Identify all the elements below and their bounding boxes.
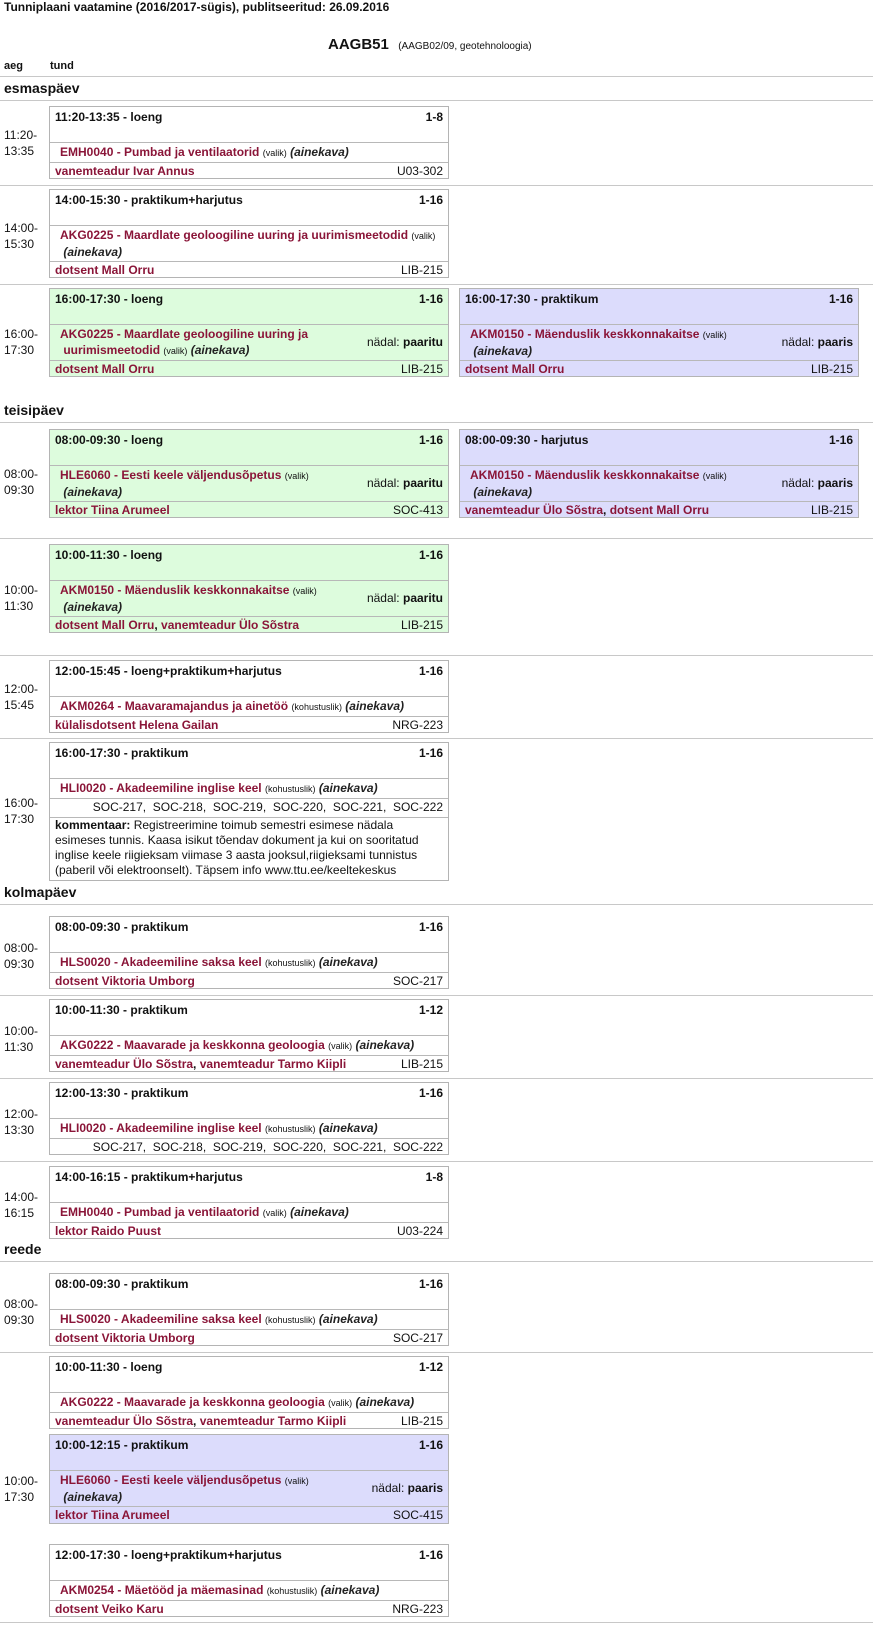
lesson-header: 11:20-13:35 - loeng 1-8 — [55, 110, 443, 124]
divider — [0, 1261, 873, 1262]
lesson-card[interactable] — [49, 1544, 449, 1617]
room-link[interactable]: SOC-219 — [212, 1140, 263, 1154]
divider — [0, 995, 873, 996]
group-heading — [328, 36, 532, 53]
week-parity: nädal: paaritu — [366, 591, 443, 605]
divider — [50, 716, 448, 717]
lesson-subject: HLI0020 - Akadeemiline inglise keel (kohustuslik) (ainekava) — [60, 781, 378, 795]
lesson-header: 14:00-16:15 - praktikum+harjutus 1-8 — [55, 1170, 443, 1184]
subject-link[interactable]: AKM0150 - Mäenduslik keskkonnakaitse — [470, 327, 700, 341]
subject-link[interactable]: AKM0150 - Mäenduslik keskkonnakaitse — [60, 583, 290, 597]
room-link[interactable]: SOC-220 — [272, 800, 323, 814]
subject-link[interactable]: HLS0020 - Akadeemiline saksa keel — [60, 1312, 262, 1326]
divider — [50, 798, 448, 799]
divider — [50, 1600, 448, 1601]
subject-link[interactable]: AKG0225 - Maardlate geoloogiline uuring ja — [60, 327, 309, 341]
divider — [50, 616, 448, 617]
group-info: (AAGB02/09, geotehnoloogia) — [398, 41, 532, 52]
lesson-header: 12:00-17:30 - loeng+praktikum+harjutus 1-16 — [55, 1548, 443, 1562]
subject-link[interactable]: AKG0222 - Maavarade ja keskkonna geoloogia — [60, 1395, 325, 1409]
lesson-header: 12:00-13:30 - praktikum 1-16 — [55, 1086, 443, 1100]
divider — [50, 1309, 448, 1310]
room-list: SOC-217, SOC-218, SOC-219, SOC-220, SOC-221, SOC-222 — [92, 800, 443, 814]
divider — [50, 1055, 448, 1056]
divider — [0, 1161, 873, 1162]
lesson-weeks: 1-8 — [425, 110, 443, 124]
course-plan-link[interactable]: (ainekava) — [355, 1038, 415, 1052]
lesson-subject: AKM0264 - Maavaramajandus ja ainetöö (kohustuslik) (ainekava) — [60, 699, 404, 713]
lesson-header: 08:00-09:30 - harjutus 1-16 — [465, 433, 853, 447]
lesson-header: 12:00-15:45 - loeng+praktikum+harjutus 1-16 — [55, 664, 443, 678]
time-slot: 10:00- 11:30 — [4, 1024, 39, 1054]
lesson-header: 14:00-15:30 - praktikum+harjutus 1-16 — [55, 193, 443, 207]
lesson-header: 10:00-11:30 - loeng 1-16 — [55, 548, 443, 562]
teacher-link[interactable]: vanemteadur Tarmo Kiipli — [199, 1414, 347, 1428]
lesson-subject: HLI0020 - Akadeemiline inglise keel (kohustuslik) (ainekava) — [60, 1121, 378, 1135]
course-plan-link[interactable]: (ainekava) — [190, 343, 250, 357]
teacher-link[interactable]: dotsent Mall Orru — [55, 618, 155, 632]
teacher-link[interactable]: vanemteadur Ivar Annus — [55, 164, 195, 178]
lesson-comment: kommentaar: Registreerimine toimub semestri esimese nädala esimeses tunnis. Kaasa isikut tõendav dokument ja kui on sooritatud inglise keele riigieksam viimase 3 aasta jooksul,riigieksami tunnistus (paberil või elektroonselt). Täpsem info www.ttu.ee/keeltekeskus — [55, 818, 419, 877]
course-plan-link[interactable]: (ainekava) — [63, 600, 123, 614]
divider — [50, 261, 448, 262]
room-link[interactable]: SOC-222 — [392, 800, 443, 814]
lesson-card[interactable] — [49, 660, 449, 733]
divider — [0, 538, 873, 539]
teacher-link[interactable]: dotsent Mall Orru — [55, 263, 155, 277]
column-header-lesson: tund — [50, 60, 74, 72]
subject-link[interactable]: AKG0222 - Maavarade ja keskkonna geoloogia — [60, 1038, 325, 1052]
lesson-card[interactable] — [49, 999, 449, 1072]
time-slot: 10:00- 11:30 — [4, 583, 39, 613]
divider — [50, 1470, 448, 1471]
course-plan-link[interactable]: (ainekava) — [318, 781, 378, 795]
lesson-header: 08:00-09:30 - loeng 1-16 — [55, 433, 443, 447]
subject-link[interactable]: AKM0254 - Mäetööd ja mäemasinad — [60, 1583, 264, 1597]
room-link[interactable]: SOC-217 — [392, 974, 443, 988]
course-plan-link[interactable]: (ainekava) — [318, 1121, 378, 1135]
divider — [0, 422, 873, 423]
room-link[interactable]: SOC-217 — [92, 1140, 143, 1154]
week-parity: nädal: paaris — [371, 1481, 443, 1495]
time-slot: 11:20- 13:35 — [4, 128, 38, 158]
lesson-card[interactable] — [49, 106, 449, 179]
room-link[interactable]: SOC-220 — [272, 1140, 323, 1154]
teacher-link[interactable]: vanemteadur Ülo Sõstra — [55, 1414, 194, 1428]
teacher-link[interactable]: dotsent Mall Orru — [465, 362, 565, 376]
subject-link[interactable]: EMH0040 - Pumbad ja ventilaatorid — [60, 1205, 260, 1219]
divider — [50, 1118, 448, 1119]
room-link[interactable]: LIB-215 — [400, 1057, 443, 1071]
lesson-card[interactable] — [49, 1082, 449, 1155]
time-slot: 08:00- 09:30 — [4, 1297, 39, 1327]
lesson-subject: AKM0150 - Mäenduslik keskkonnakaitse (valik) (ainekava) — [60, 583, 317, 614]
subject-link[interactable]: HLE6060 - Eesti keele väljendusõpetus — [60, 1473, 282, 1487]
lesson-card[interactable] — [49, 189, 449, 278]
room-link[interactable]: U03-224 — [396, 1224, 443, 1238]
divider — [460, 324, 858, 325]
divider — [50, 225, 448, 226]
lesson-card[interactable] — [49, 429, 449, 518]
course-plan-link[interactable]: (ainekava) — [318, 1312, 378, 1326]
lesson-subject: EMH0040 - Pumbad ja ventilaatorid (valik) (ainekava) — [60, 1205, 349, 1219]
divider — [50, 360, 448, 361]
subject-link[interactable]: AKM0150 - Mäenduslik keskkonnakaitse — [470, 468, 700, 482]
divider — [460, 501, 858, 502]
time-slot: 08:00- 09:30 — [4, 941, 39, 971]
column-header-time: aeg — [4, 60, 23, 72]
divider — [0, 738, 873, 739]
course-plan-link[interactable]: (ainekava) — [63, 245, 123, 259]
room-link[interactable]: SOC-221 — [332, 1140, 383, 1154]
room-link[interactable]: LIB-215 — [810, 362, 853, 376]
subject-link[interactable]: HLI0020 - Akadeemiline inglise keel — [60, 1121, 262, 1135]
lesson-subject: HLE6060 - Eesti keele väljendusõpetus (valik) (ainekava) — [60, 468, 309, 499]
subject-link[interactable]: AKG0225 - Maardlate geoloogiline uuring ja uurimismeetodid — [60, 228, 409, 242]
divider — [50, 142, 448, 143]
day-heading-friday: reede — [4, 1241, 42, 1257]
divider — [50, 1222, 448, 1223]
teacher-link[interactable]: lektor Raido Puust — [55, 1224, 162, 1238]
room-link[interactable]: LIB-215 — [810, 503, 853, 517]
room-link[interactable]: SOC-219 — [212, 800, 263, 814]
lesson-header: 10:00-12:15 - praktikum 1-16 — [55, 1438, 443, 1452]
day-heading-monday: esmaspäev — [4, 80, 80, 96]
course-plan-link[interactable]: (ainekava) — [63, 1490, 123, 1504]
divider — [50, 1329, 448, 1330]
divider — [50, 1138, 448, 1139]
time-slot: 12:00- 13:30 — [4, 1107, 39, 1137]
room-link[interactable]: SOC-221 — [332, 800, 383, 814]
lesson-subject: EMH0040 - Pumbad ja ventilaatorid (valik) (ainekava) — [60, 145, 349, 159]
divider — [0, 284, 873, 285]
lesson-card[interactable] — [49, 1273, 449, 1346]
room-link[interactable]: NRG-223 — [392, 1602, 443, 1616]
divider — [50, 1506, 448, 1507]
time-slot: 14:00- 16:15 — [4, 1190, 39, 1220]
time-slot: 10:00- 17:30 — [4, 1474, 39, 1504]
divider — [0, 185, 873, 186]
time-slot: 16:00- 17:30 — [4, 796, 39, 826]
lesson-header: 10:00-11:30 - praktikum 1-12 — [55, 1003, 443, 1017]
room-link[interactable]: SOC-415 — [392, 1508, 443, 1522]
lesson-header: 16:00-17:30 - praktikum 1-16 — [55, 746, 443, 760]
teacher-link[interactable]: külalisdotsent Helena Gailan — [55, 718, 219, 732]
divider — [0, 1078, 873, 1079]
page-title: Tunniplaani vaatamine (2016/2017-sügis), publitseeritud: 26.09.2016 — [4, 0, 390, 14]
teacher-list: dotsent Mall Orru, vanemteadur Ülo Sõstra — [55, 618, 300, 632]
divider — [460, 360, 858, 361]
room-link[interactable]: SOC-222 — [392, 1140, 443, 1154]
teacher-list: vanemteadur Ülo Sõstra, dotsent Mall Orru — [465, 503, 710, 517]
divider — [50, 1202, 448, 1203]
lesson-header: 16:00-17:30 - loeng 1-16 — [55, 292, 443, 306]
room-link[interactable]: LIB-215 — [400, 263, 443, 277]
teacher-link[interactable]: vanemteadur Ülo Sõstra — [55, 1057, 194, 1071]
lesson-card[interactable] — [49, 1434, 449, 1524]
time-slot: 12:00- 15:45 — [4, 682, 39, 712]
room-link[interactable]: SOC-217 — [92, 800, 143, 814]
group-code: AAGB51 — [328, 36, 389, 53]
divider — [50, 465, 448, 466]
divider — [50, 580, 448, 581]
lesson-card[interactable] — [49, 1166, 449, 1239]
lesson-subject: AKG0225 - Maardlate geoloogiline uuring ja uurimismeetodid (valik) (ainekava) — [60, 327, 309, 357]
teacher-link[interactable]: dotsent Viktoria Umborg — [55, 1331, 195, 1345]
lesson-card[interactable] — [49, 916, 449, 989]
room-link[interactable]: LIB-215 — [400, 362, 443, 376]
course-plan-link[interactable]: (ainekava) — [290, 1205, 349, 1219]
teacher-link[interactable]: vanemteadur Ülo Sõstra — [161, 618, 300, 632]
lesson-subject: HLS0020 - Akadeemiline saksa keel (kohustuslik) (ainekava) — [60, 1312, 378, 1326]
course-plan-link[interactable]: (ainekava) — [318, 955, 378, 969]
lesson-subject: AKG0225 - Maardlate geoloogiline uuring ja uurimismeetodid (valik) (ainekava) — [60, 228, 436, 259]
divider — [50, 1035, 448, 1036]
divider — [50, 1412, 448, 1413]
teacher-link[interactable]: lektor Tiina Arumeel — [55, 503, 170, 517]
lesson-header: 08:00-09:30 - praktikum 1-16 — [55, 1277, 443, 1291]
teacher-link[interactable]: dotsent Mall Orru — [55, 362, 155, 376]
divider — [50, 162, 448, 163]
divider — [50, 324, 448, 325]
room-link[interactable]: LIB-215 — [400, 618, 443, 632]
lesson-card[interactable] — [49, 1356, 449, 1429]
teacher-list: vanemteadur Ülo Sõstra, vanemteadur Tarmo Kiipli — [55, 1414, 347, 1428]
course-plan-link[interactable]: (ainekava) — [320, 1583, 380, 1597]
room-link[interactable]: SOC-217 — [392, 1331, 443, 1345]
course-plan-link[interactable]: (ainekava) — [290, 145, 349, 159]
divider — [0, 1352, 873, 1353]
course-plan-link[interactable]: (ainekava) — [355, 1395, 415, 1409]
lesson-card[interactable] — [49, 742, 449, 881]
divider — [50, 972, 448, 973]
divider — [50, 952, 448, 953]
teacher-link[interactable]: dotsent Veiko Karu — [55, 1602, 164, 1616]
teacher-link[interactable]: vanemteadur Tarmo Kiipli — [199, 1057, 347, 1071]
lesson-subject: AKM0150 - Mäenduslik keskkonnakaitse (valik) (ainekava) — [470, 468, 727, 499]
lesson-card[interactable] — [49, 544, 449, 633]
divider — [460, 465, 858, 466]
divider — [0, 100, 873, 101]
teacher-link[interactable]: dotsent Viktoria Umborg — [55, 974, 195, 988]
lesson-header: 08:00-09:30 - praktikum 1-16 — [55, 920, 443, 934]
course-plan-link[interactable]: (ainekava) — [63, 485, 123, 499]
course-plan-link[interactable]: (ainekava) — [473, 485, 533, 499]
subject-link[interactable]: HLS0020 - Akadeemiline saksa keel — [60, 955, 262, 969]
subject-link[interactable]: EMH0040 - Pumbad ja ventilaatorid — [60, 145, 260, 159]
room-link[interactable]: SOC-218 — [152, 800, 203, 814]
week-parity: nädal: paaritu — [366, 335, 443, 349]
day-heading-wednesday: kolmapäev — [4, 884, 77, 900]
lesson-subject: AKM0150 - Mäenduslik keskkonnakaitse (valik) (ainekava) — [470, 327, 727, 358]
divider — [50, 501, 448, 502]
lesson-header: 16:00-17:30 - praktikum 1-16 — [465, 292, 853, 306]
lesson-subject: HLE6060 - Eesti keele väljendusõpetus (valik) (ainekava) — [60, 1473, 309, 1504]
divider — [0, 904, 873, 905]
lesson-card[interactable] — [459, 288, 859, 377]
time-slot: 16:00- 17:30 — [4, 327, 39, 357]
room-link[interactable]: SOC-218 — [152, 1140, 203, 1154]
divider — [50, 1392, 448, 1393]
lesson-header: 10:00-11:30 - loeng 1-12 — [55, 1360, 443, 1374]
teacher-list: vanemteadur Ülo Sõstra, vanemteadur Tarmo Kiipli — [55, 1057, 347, 1071]
lesson-subject: AKG0222 - Maavarade ja keskkonna geoloogia (valik) (ainekava) — [60, 1038, 415, 1052]
teacher-link[interactable]: vanemteadur Ülo Sõstra — [465, 503, 604, 517]
teacher-link[interactable]: dotsent Mall Orru — [609, 503, 710, 517]
divider — [0, 1622, 873, 1623]
lesson-subject: AKG0222 - Maavarade ja keskkonna geoloogia (valik) (ainekava) — [60, 1395, 415, 1409]
subject-link[interactable]: AKM0264 - Maavaramajandus ja ainetöö — [60, 699, 289, 713]
subject-link[interactable]: HLI0020 - Akadeemiline inglise keel — [60, 781, 262, 795]
week-parity: nädal: paaritu — [366, 476, 443, 490]
divider — [50, 778, 448, 779]
divider — [50, 696, 448, 697]
week-parity: nädal: paaris — [781, 476, 853, 490]
time-slot: 08:00- 09:30 — [4, 467, 39, 497]
room-link[interactable]: NRG-223 — [392, 718, 443, 732]
divider — [0, 655, 873, 656]
room-link[interactable]: SOC-413 — [392, 503, 443, 517]
teacher-link[interactable]: lektor Tiina Arumeel — [55, 1508, 170, 1522]
room-link[interactable]: LIB-215 — [400, 1414, 443, 1428]
time-slot: 14:00- 15:30 — [4, 221, 39, 251]
divider — [0, 76, 873, 77]
divider — [50, 1580, 448, 1581]
room-list: SOC-217, SOC-218, SOC-219, SOC-220, SOC-221, SOC-222 — [92, 1140, 443, 1154]
subject-link[interactable]: HLE6060 - Eesti keele väljendusõpetus — [60, 468, 282, 482]
course-plan-link[interactable]: (ainekava) — [345, 699, 404, 713]
week-parity: nädal: paaris — [781, 335, 853, 349]
lesson-card[interactable] — [459, 429, 859, 518]
lesson-subject: HLS0020 - Akadeemiline saksa keel (kohustuslik) (ainekava) — [60, 955, 378, 969]
day-heading-tuesday: teisipäev — [4, 402, 64, 418]
lesson-card[interactable] — [49, 288, 449, 377]
room-link[interactable]: U03-302 — [396, 164, 443, 178]
course-plan-link[interactable]: (ainekava) — [473, 344, 533, 358]
lesson-subject: AKM0254 - Mäetööd ja mäemasinad (kohustuslik) (ainekava) — [60, 1583, 380, 1597]
